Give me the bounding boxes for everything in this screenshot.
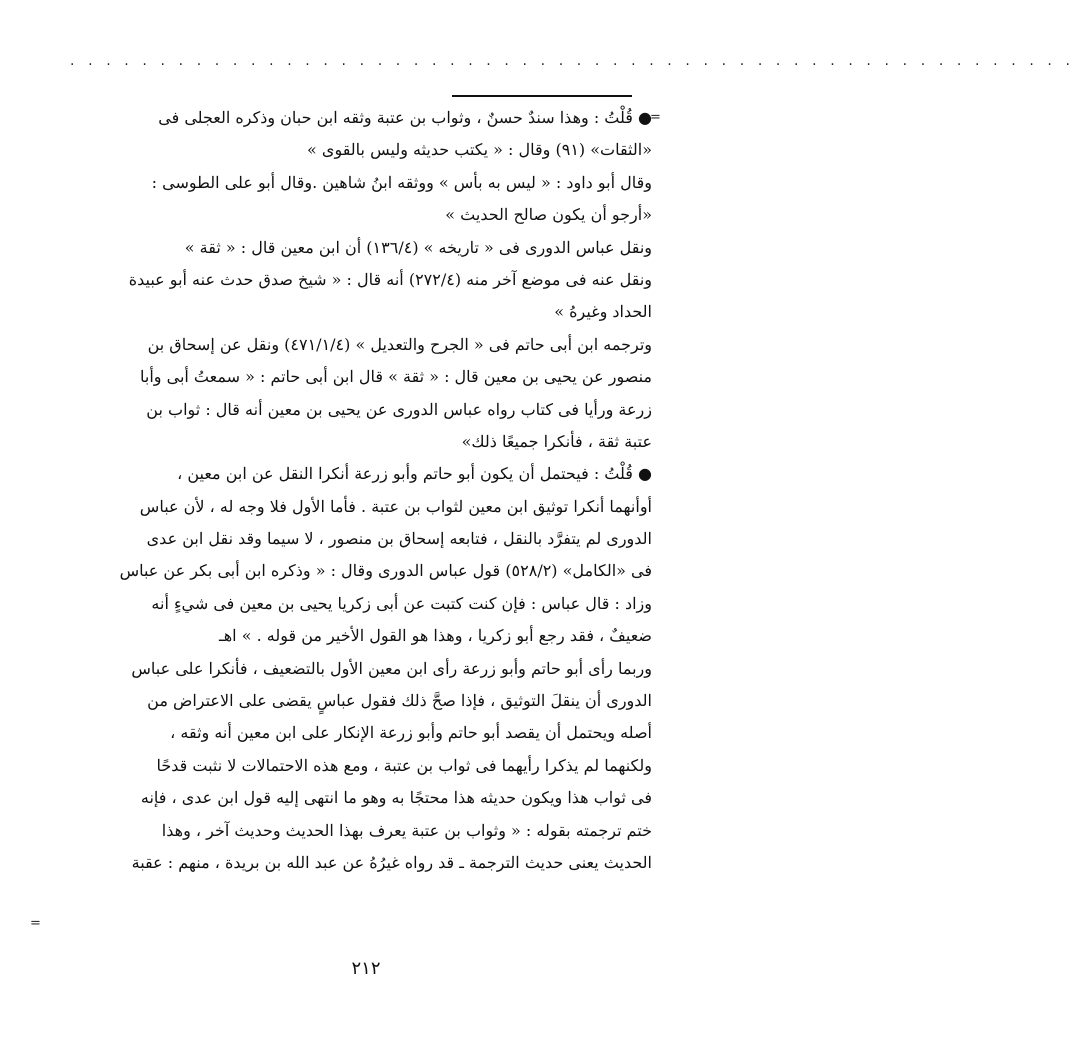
text-line: وزاد : قال عباس : فإن كنت كتبت عن أبى زكريا يحيى بن معين فى شيءٍ أنه [151,593,652,613]
text-line: «أرجو أن يكون صالح الحديث » [445,205,652,225]
text-line: ختم ترجمته بقوله : « وثواب بن عتبة يعرف بهذا الحديث وحديث آخر ، وهذا [161,820,652,840]
text-line: الحداد وغيرهُ » [554,302,652,322]
text-line: ضعيفٌ ، فقد رجع أبو زكريا ، وهذا هو القول الأخير من قوله . » اهـ [219,626,652,646]
text-line: زرعة ورأيا فى كتاب رواه عباس الدورى عن يحيى بن معين أنه قال : ثواب بن [146,399,652,419]
text-line: ● قُلْتُ : وهذا سندٌ حسنٌ ، وثواب بن عتبة وثقه ابن حبان وذكره العجلى فى [158,108,652,127]
text-line: عتبة ثقة ، فأنكرا جميعًا ذلك» [461,431,652,451]
text-line: وقال أبو داود : « ليس به بأس » ووثقه ابنُ شاهين .وقال أبو على الطوسى : [151,172,652,192]
text-line: ولكنهما لم يذكرا رأيهما فى ثواب بن عتبة ، ومع هذه الاحتمالات لا نثبت قدحًا [156,755,652,775]
text-line: الدورى لم يتفرَّد بالنقل ، فتابعه إسحاق بن منصور ، لا سيما وقد نقل ابن عدى [146,529,652,549]
text-line: أوأنهما أنكرا توثيق ابن معين لثواب بن عتبة . فأما الأول فلا وجه له ، لأن عباس [139,496,652,516]
text-line: فى ثواب هذا ويكون حديثه هذا محتجًا به وهو ما انتهى إليه قول ابن عدى ، فإنه [140,788,652,808]
text-line: وربما رأى أبو حاتم وأبو زرعة رأى ابن معين الأول بالتضعيف ، فأنكرا على عباس [131,658,652,678]
text-line: الدورى أن ينقلَ التوثيق ، فإذا صحَّ ذلك فقول عباسٍ يقضى على الاعتراض من [147,691,652,711]
text-line: وترجمه ابن أبى حاتم فى « الجرح والتعديل » (٤٧١/١/٤) ونقل عن إسحاق بن [147,334,652,354]
margin-mark-top: = [650,110,661,125]
page-number: ٢١٢ [351,958,381,979]
page-body-text [60,102,652,879]
text-line: الحديث يعنى حديث الترجمة ـ قد رواه غيرُهُ عن عبد الله بن بريدة ، منهم : عقبة [131,852,652,872]
header-rule [452,95,632,97]
text-line: «الثقات» (٩١) وقال : « يكتب حديثه وليس بالقوى » [307,140,652,160]
text-line: ونقل عباس الدورى فى « تاريخه » (١٣٦/٤) أن ابن معين قال : « ثقة » [184,237,652,257]
text-line: ● قُلْتُ : فيحتمل أن يكون أبو حاتم وأبو زرعة أنكرا النقل عن ابن معين ، [177,464,652,484]
header-dotted-line: · · · · · · · · · · · · · · · · · · · · · · · · · · · · · · · · · · · · · · · · · · · · · · · · · · · · · · · · [70,57,1075,73]
text-line: أصله ويحتمل أن يقصد أبو حاتم وأبو زرعة الإنكار على ابن معين أنه وثقه ، [170,723,652,743]
text-line: منصور عن يحيى بن معين قال : « ثقة » قال ابن أبى حاتم : « سمعتُ أبى وأبا [140,367,652,387]
text-line: ونقل عنه فى موضع آخر منه (٢٧٢/٤) أنه قال : « شيخ صدق حدث عنه أبو عبيدة [128,269,652,289]
margin-mark-bottom: = [30,916,41,931]
text-line: فى «الكامل» (٥٢٨/٢) قول عباس الدورى وقال : « وذكره ابن أبى بكر عن عباس [119,561,652,581]
